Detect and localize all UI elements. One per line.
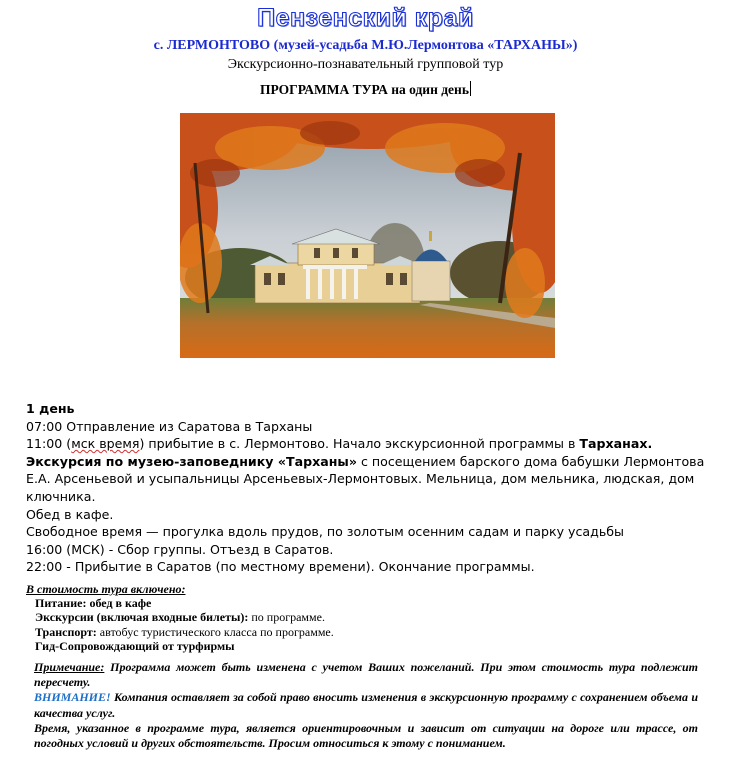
time-note: Время, указанное в программе тура, является ориентировочным и зависит от ситуации на дороге или трассе, от погодных условий и других обстоятельств. Просим относиться к этому с пониманием. [34, 720, 698, 751]
itinerary-line-2-c: ) прибытие в с. Лермонтово. Начало экскурсионной программы в [139, 436, 580, 452]
notes-section [34, 660, 698, 751]
program-heading [0, 81, 731, 98]
itinerary-line-7: 22:00 - Прибытие в Саратов (по местному времени). Окончание программы. [26, 559, 535, 575]
itinerary-line-1: 07:00 Отправление из Саратова в Тарханы [26, 418, 313, 434]
itinerary-line-4: Обед в кафе. [26, 506, 114, 522]
excursion-description: с посещением барского дома бабушки Лермонтова Е.А. Арсеньевой и усыпальницы Арсеньевых-Лермонтовых. Мельница, дом мельника, людская, дом ключника. [26, 453, 705, 504]
attention-label: ВНИМАНИЕ! [34, 690, 111, 705]
attention-text: Компания оставляет за собой право вносить изменения в экскурсионную программу с сохранением объема и качества услуг. [34, 690, 698, 720]
included-food: Питание: обед в кафе [35, 596, 152, 611]
included-transport-value: автобус туристического класса по программе. [96, 624, 334, 639]
day-heading: 1 день [26, 401, 75, 416]
itinerary-line-6: 16:00 (МСК) - Сбор группы. Отъезд в Саратов. [26, 541, 334, 557]
page-title: Пензенский край [257, 4, 474, 32]
included-tours-value: по программе. [248, 610, 325, 625]
note-text: Программа может быть изменена с учетом Ваших пожеланий. При этом стоимость тура подлежит пересчету. [34, 660, 698, 690]
text-cursor [470, 81, 471, 96]
tour-type: Экскурсионно-познавательный групповой тур [227, 57, 504, 72]
page-subtitle: с. ЛЕРМОНТОВО (музей-усадьба М.Ю.Лермонтова «ТАРХАНЫ») [153, 38, 578, 53]
note-label: Примечание: [34, 660, 105, 674]
included-heading: В стоимость тура включено: [26, 582, 186, 596]
itinerary-line-2-d: Тарханах. [579, 436, 653, 452]
itinerary-line-5: Свободное время — прогулка вдоль прудов, по золотым осенним садам и парку усадьбы [26, 524, 624, 540]
included-guide: Гид-Сопровождающий от турфирмы [35, 638, 235, 653]
itinerary [26, 400, 716, 576]
itinerary-line-3 [26, 453, 716, 506]
spellcheck-word: мск время [71, 436, 140, 452]
included-tours-label: Экскурсии (включая входные билеты): [35, 610, 249, 625]
excursion-title: Экскурсия по музею-заповеднику «Тарханы» [26, 453, 357, 469]
included-transport-label: Транспорт: [35, 624, 97, 639]
included-section [26, 582, 716, 653]
itinerary-line-2-a: 11:00 ( [26, 436, 72, 452]
itinerary-line-2 [26, 435, 716, 453]
estate-photo [180, 113, 555, 358]
program-heading-text: ПРОГРАММА ТУРА на один день [260, 82, 469, 97]
